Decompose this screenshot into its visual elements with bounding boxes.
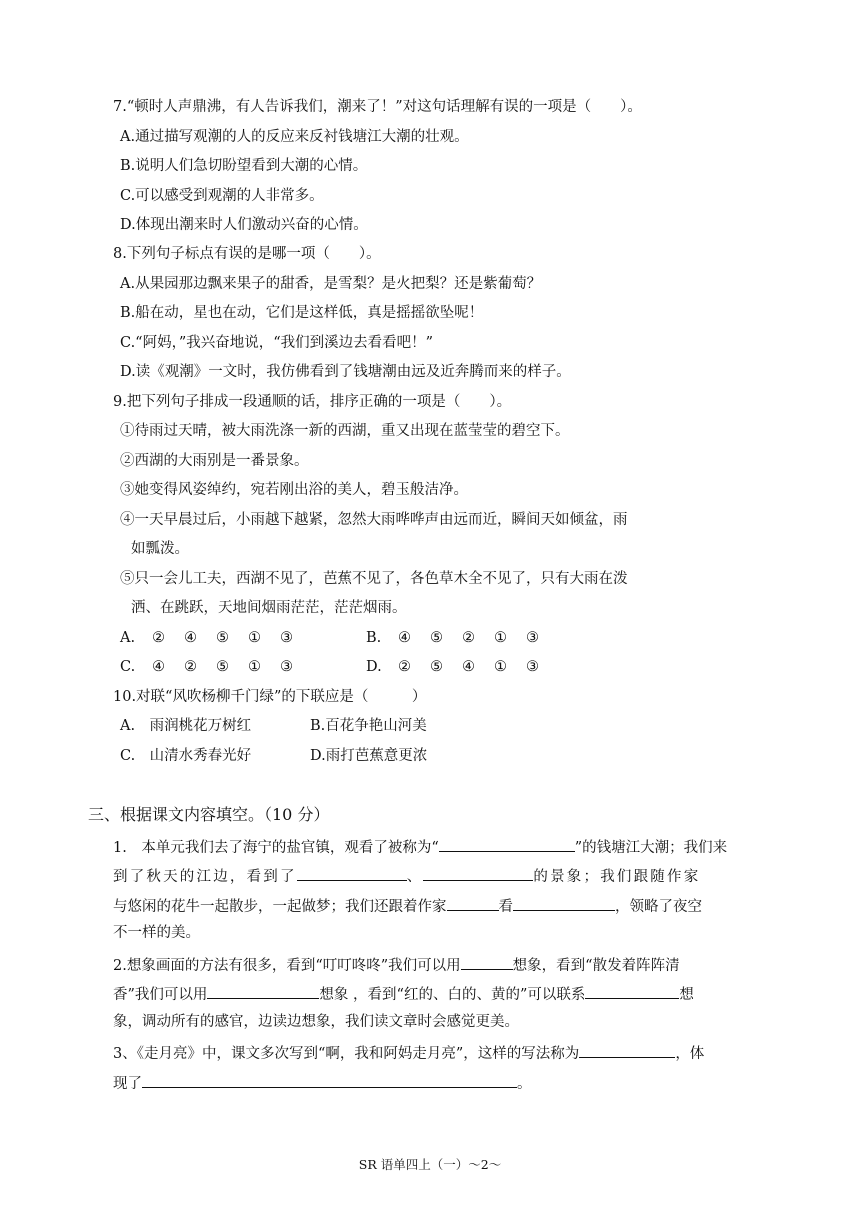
q7-stem: 7.“顿时人声鼎沸，有人告诉我们，潮来了！”对这句话理解有误的一项是（ ）。: [113, 99, 642, 115]
q9-option-b: B. ④ ⑤ ② ① ③: [366, 630, 539, 646]
q9-option-a: A. ② ④ ⑤ ① ③: [120, 630, 293, 646]
q10-stem: 10.对联“风吹杨柳千门绿”的下联应是（ ）: [113, 689, 427, 705]
q9-stem: 9.把下列句子排成一段通顺的话，排序正确的一项是（ ）。: [113, 394, 512, 410]
q8-option-b: B.船在动，星也在动，它们是这样低，真是摇摇欲坠呢！: [120, 305, 484, 321]
q10-option-d: D.雨打芭蕉意更浓: [310, 748, 428, 764]
s3-p2-line3: 象，调动所有的感官，边读边想象，我们读文章时会感觉更美。: [113, 1014, 519, 1030]
s3-p2-line1: 2.想象画面的方法有很多，看到“叮叮咚咚”我们可以用 想象，看到“散发着阵阵清: [113, 953, 680, 976]
q9-option-c: C. ④ ② ⑤ ① ③: [120, 659, 293, 675]
blank-5[interactable]: [513, 894, 615, 911]
q10-option-b: B.百花争艳山河美: [310, 718, 427, 734]
q9-sentence-4-line2: 如瓢泼。: [131, 541, 189, 557]
s3-p1-line1: 1. 本单元我们去了海宁的盐官镇，观看了被称为“ ”的钱塘江大潮；我们来: [113, 835, 727, 858]
q7-option-d: D.体现出潮来时人们激动兴奋的心情。: [120, 217, 368, 233]
s3-p2-line2: 香”我们可以用 想象 ，看到“红的、白的、黄的”可以联系 想: [113, 982, 694, 1005]
s3-p1-line4: 不一样的美。: [113, 925, 200, 941]
blank-10[interactable]: [142, 1071, 517, 1088]
q9-sentence-5-line2: 洒、在跳跃，天地间烟雨茫茫，茫茫烟雨。: [131, 600, 407, 616]
q8-option-c: C.“阿妈，”我兴奋地说，“我们到溪边去看看吧！”: [120, 335, 434, 351]
s3-p3-line1: 3、《走月亮》中，课文多次写到“啊，我和阿妈走月亮”，这样的写法称为 ，体: [113, 1041, 704, 1064]
s3-p1-line3: 与悠闲的花牛一起散步，一起做梦；我们还跟着作家 看 ，领略了夜空: [113, 894, 702, 917]
q8-stem: 8.下列句子标点有误的是哪一项（ ）。: [113, 246, 381, 262]
blank-4[interactable]: [447, 894, 499, 911]
page-footer: SR 语单四上（一）～2～: [358, 1157, 502, 1172]
blank-7[interactable]: [207, 982, 319, 999]
q7-option-a: A.通过描写观潮的人的反应来反衬钱塘江大潮的壮观。: [120, 129, 469, 145]
q8-option-a: A.从果园那边飘来果子的甜香，是雪梨？是火把梨？还是紫葡萄？: [120, 276, 542, 292]
q9-option-d: D. ② ⑤ ④ ① ③: [366, 659, 539, 675]
s3-p1-line2: 到了秋天的江边，看到了 、 的景象；我们跟随作家: [113, 864, 700, 887]
blank-3[interactable]: [423, 864, 533, 881]
blank-8[interactable]: [585, 982, 679, 999]
blank-6[interactable]: [461, 953, 513, 970]
blank-2[interactable]: [297, 864, 407, 881]
q10-option-c: C. 山清水秀春光好: [120, 748, 252, 764]
q9-sentence-3: ③她变得风姿绰约，宛若刚出浴的美人，碧玉般洁净。: [120, 482, 468, 498]
q9-sentence-1: ①待雨过天晴，被大雨洗涤一新的西湖，重又出现在蓝莹莹的碧空下。: [120, 423, 570, 439]
blank-1[interactable]: [439, 835, 575, 852]
q9-sentence-4-line1: ④一天早晨过后，小雨越下越紧，忽然大雨哗哗声由远而近，瞬间天如倾盆，雨: [120, 512, 628, 528]
section-3-title: 三、根据课文内容填空。（10 分）: [88, 805, 330, 824]
q7-option-c: C.可以感受到观潮的人非常多。: [120, 188, 324, 204]
q10-option-a: A. 雨润桃花万树红: [120, 718, 252, 734]
q8-option-d: D.读《观潮》一文时，我仿佛看到了钱塘潮由远及近奔腾而来的样子。: [120, 364, 571, 380]
q9-sentence-2: ②西湖的大雨别是一番景象。: [120, 453, 309, 469]
blank-9[interactable]: [579, 1041, 675, 1058]
q7-option-b: B.说明人们急切盼望看到大潮的心情。: [120, 158, 368, 174]
q9-sentence-5-line1: ⑤只一会儿工夫，西湖不见了，芭蕉不见了，各色草木全不见了，只有大雨在泼: [120, 571, 628, 587]
s3-p3-line2: 现了 。: [113, 1071, 532, 1094]
